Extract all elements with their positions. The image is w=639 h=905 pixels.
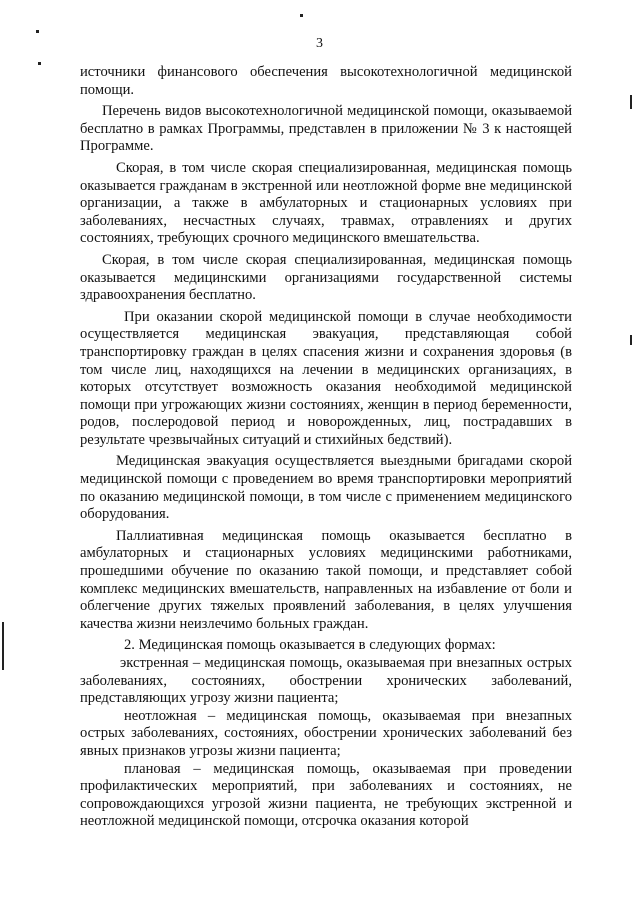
paragraph: источники финансового обеспечения высокотехнологичной медицинской помощи. [80, 64, 572, 98]
paragraph: Скорая, в том числе скорая специализированная, медицинская помощь оказывается гражданам в экстренной или неотложной форме вне медицинской организации, а также в амбулаторных и стационарных условиях при заболеваниях, несчастных случаях, травмах, отравлениях и других состояниях, требующих срочного медицинского вмешательства. [80, 159, 572, 247]
paragraph: экстренная – медицинская помощь, оказываемая при внезапных острых заболеваниях, состояниях, обострении хронических заболеваний, представляющих угрозу жизни пациента; [80, 655, 572, 707]
scan-mark-left [2, 622, 4, 670]
paragraph: Скорая, в том числе скорая специализированная, медицинская помощь оказывается медицинскими организациями государственной системы здравоохранения бесплатно. [80, 251, 572, 304]
paragraph: 2. Медицинская помощь оказывается в следующих формах: [124, 637, 496, 654]
paragraph: плановая – медицинская помощь, оказываемая при проведении профилактических мероприятий, при заболеваниях и состояниях, не сопровождающихся угрозой жизни пациента, не требующих экстренной и неотложной медицинской помощи, отсрочка оказания которой [80, 760, 572, 830]
paragraph: Медицинская эвакуация осуществляется выездными бригадами скорой медицинской помощи с проведением во время транспортировки мероприятий по оказанию медицинской помощи, в том числе с применением медицинского оборудования. [80, 453, 572, 523]
scan-mark-header [300, 14, 303, 17]
document-body [80, 64, 572, 831]
paragraph: неотложная – медицинская помощь, оказываемая при внезапных острых заболеваниях, состояниях, обострении хронических заболеваний без явных признаков угрозы жизни пациента; [80, 707, 572, 759]
scan-mark-right [630, 95, 632, 109]
scan-mark-top-2 [38, 62, 41, 65]
paragraph: Паллиативная медицинская помощь оказывается бесплатно в амбулаторных и стационарных условиях медицинскими работниками, прошедшими обучение по оказанию такой помощи, и представляет собой комплекс медицинских вмешательств, направленных на избавление от боли и облегчение других тяжелых проявлений заболевания, в целях улучшения качества жизни неизлечимо больных граждан. [80, 527, 572, 632]
scan-mark-right-2 [630, 335, 632, 345]
paragraph: Перечень видов высокотехнологичной медицинской помощи, оказываемой бесплатно в рамках Программы, представлен в приложении № 3 к настоящей Программе. [80, 103, 572, 155]
scan-mark-top [36, 30, 39, 33]
page-number: 3 [316, 36, 323, 51]
paragraph: При оказании скорой медицинской помощи в случае необходимости осуществляется медицинская эвакуация, представляющая собой транспортировку граждан в целях спасения жизни и сохранения здоровья (в том числе лиц, находящихся на лечении в медицинских организациях, в которых отсутствует возможность оказания необходимой медицинской помощи при угрожающих жизни состояниях, женщин в период беременности, родов, послеродовой период и новорожденных, лиц, пострадавших в результате чрезвычайных ситуаций и стихийных бедствий). [80, 308, 572, 448]
